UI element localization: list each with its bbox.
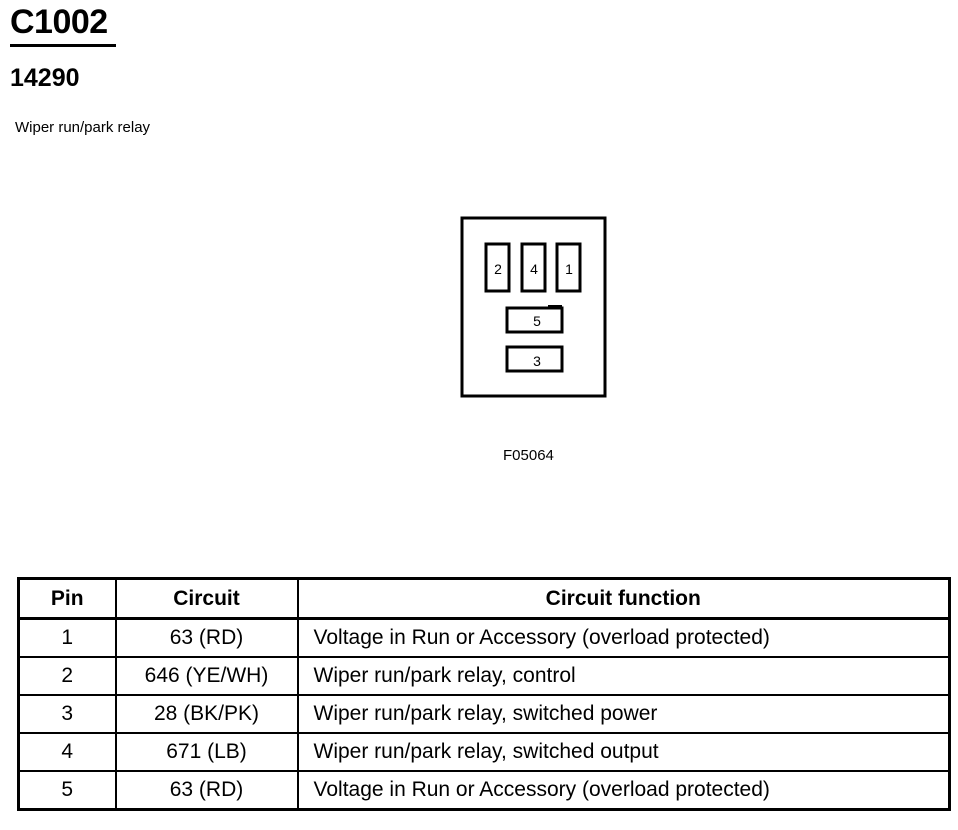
pin-terminal-label: 1 — [565, 261, 573, 277]
pin-terminal-1 — [557, 244, 580, 291]
circuit-cell: 671 (LB) — [116, 733, 298, 771]
column-header-function: Circuit function — [298, 579, 950, 619]
table-row — [19, 733, 950, 771]
connector-id-underline — [10, 44, 116, 47]
pin-terminal-label: 4 — [530, 261, 538, 277]
pin-function-table — [17, 577, 951, 811]
pin-cell: 4 — [19, 733, 116, 771]
circuit-cell: 63 (RD) — [116, 619, 298, 658]
table-row — [19, 657, 950, 695]
pin-cell: 5 — [19, 771, 116, 810]
pin-terminal-label: 5 — [533, 313, 541, 329]
pin-cell: 1 — [19, 619, 116, 658]
circuit-cell: 28 (BK/PK) — [116, 695, 298, 733]
pin-terminal-label: 2 — [494, 261, 502, 277]
pin-terminal-4 — [522, 244, 545, 291]
table-row — [19, 771, 950, 810]
pin-terminal-3 — [507, 347, 562, 371]
column-header-circuit: Circuit — [116, 579, 298, 619]
part-number: 14290 — [10, 64, 80, 92]
pin-terminal-2 — [486, 244, 509, 291]
figure-id: F05064 — [503, 447, 554, 464]
pin-cell: 3 — [19, 695, 116, 733]
circuit-cell: 63 (RD) — [116, 771, 298, 810]
connector-description: Wiper run/park relay — [15, 119, 151, 136]
connector-id: C1002 — [10, 3, 108, 41]
table-row — [19, 619, 950, 658]
circuit-cell: 646 (YE/WH) — [116, 657, 298, 695]
pin-terminal-label: 3 — [533, 353, 541, 369]
function-cell: Voltage in Run or Accessory (overload protected) — [298, 619, 950, 658]
table-row — [19, 695, 950, 733]
function-cell: Voltage in Run or Accessory (overload protected) — [298, 771, 950, 810]
connector-face-diagram — [455, 210, 615, 410]
function-cell: Wiper run/park relay, switched output — [298, 733, 950, 771]
function-cell: Wiper run/park relay, control — [298, 657, 950, 695]
column-header-pin: Pin — [19, 579, 116, 619]
pin-terminal-5 — [507, 306, 562, 332]
table-header-row — [19, 579, 950, 619]
function-cell: Wiper run/park relay, switched power — [298, 695, 950, 733]
pin-cell: 2 — [19, 657, 116, 695]
